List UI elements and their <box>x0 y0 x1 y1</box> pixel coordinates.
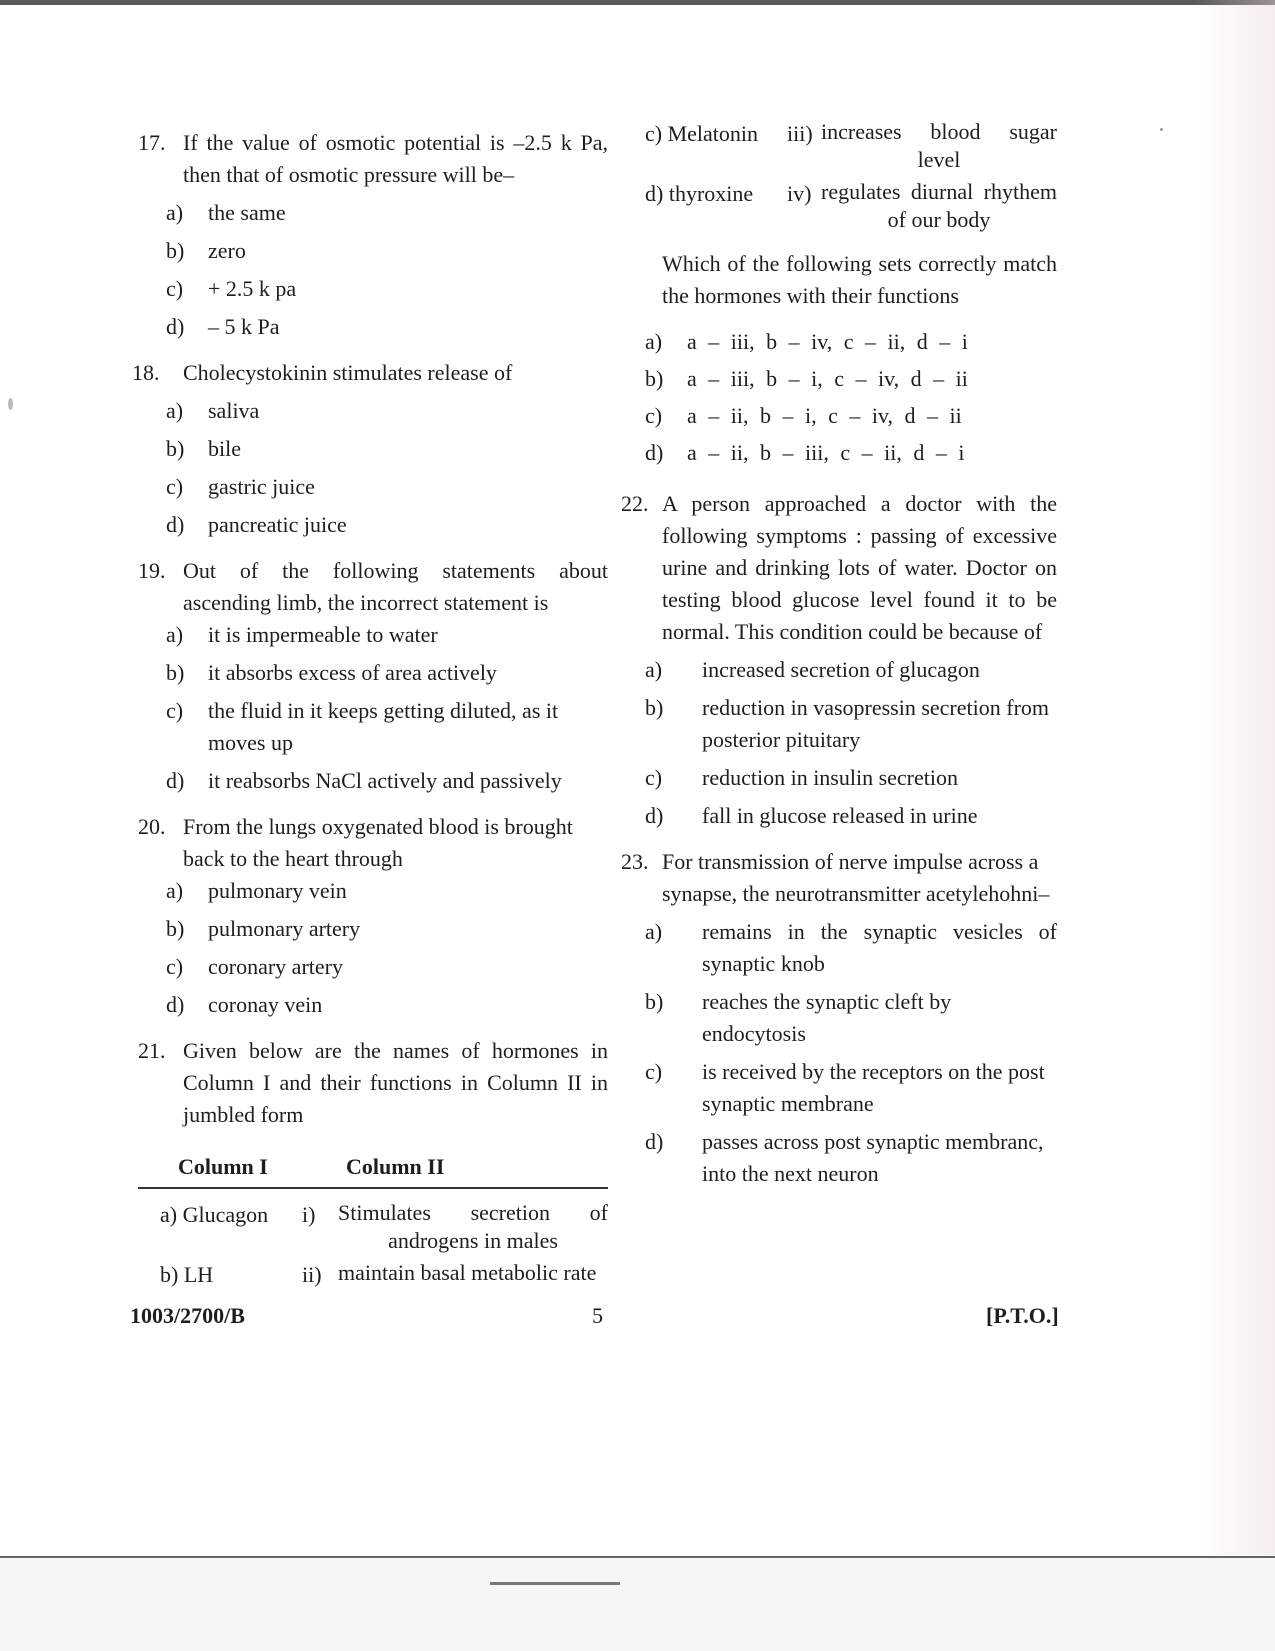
option-text: it is impermeable to water <box>208 622 438 647</box>
option[interactable] <box>138 311 608 343</box>
option-label: d) <box>166 512 185 537</box>
option[interactable] <box>645 692 1057 756</box>
option-text: saliva <box>208 398 260 423</box>
option[interactable] <box>138 875 608 907</box>
option[interactable] <box>138 765 608 797</box>
option-label: a) <box>166 398 184 423</box>
option-text: pulmonary artery <box>208 916 361 941</box>
option-text: a – ii, b – iii, c – ii, d – i <box>687 440 965 465</box>
option-text: it absorbs excess of area actively <box>208 660 497 685</box>
option-label: b) <box>166 660 185 685</box>
option-text: is received by the receptors on the post synaptic membrane <box>702 1059 1045 1116</box>
option-label: a) <box>645 329 663 354</box>
function-number: ii) <box>302 1262 322 1287</box>
column-table-header <box>138 1151 608 1189</box>
question-number: 20. <box>138 814 166 839</box>
option[interactable] <box>138 395 608 427</box>
option-text: a – iii, b – i, c – iv, d – ii <box>687 366 968 391</box>
option[interactable] <box>645 762 1057 794</box>
question-21 <box>138 1035 608 1131</box>
option-text: bile <box>208 436 241 461</box>
option-label: c) <box>166 474 184 499</box>
option-label: c) <box>166 276 184 301</box>
option-label: c) <box>645 1059 663 1084</box>
question-number: 21. <box>138 1038 166 1063</box>
answer-set[interactable] <box>645 326 1057 363</box>
option-label: d) <box>645 1129 664 1154</box>
option-text: + 2.5 k pa <box>208 276 297 301</box>
option-text: zero <box>208 238 246 263</box>
question-17 <box>138 127 608 343</box>
hormone-name: a) Glucagon <box>160 1202 269 1227</box>
option-label: b) <box>166 916 185 941</box>
option-label: a) <box>166 878 184 903</box>
option-text: coronay vein <box>208 992 323 1017</box>
table-row <box>645 178 1057 234</box>
question-stem: From the lungs oxygenated blood is brought back to the heart through <box>183 814 573 871</box>
option-label: c) <box>166 954 184 979</box>
option-text: passes across post synaptic membranc, into the next neuron <box>702 1129 1044 1186</box>
question-stem: Cholecystokinin stimulates release of <box>183 360 513 385</box>
column-2-header: Column II <box>346 1154 445 1179</box>
hormone-name: b) LH <box>160 1262 214 1287</box>
option-label: b) <box>166 238 185 263</box>
option[interactable] <box>138 951 608 983</box>
scan-bottom-mark <box>490 1582 620 1585</box>
hormone-name: c) Melatonin <box>645 121 759 146</box>
option-text: coronary artery <box>208 954 343 979</box>
question-stem: A person approached a doctor with the following symptoms : passing of excessive urine and drinking lots of water. Doctor on testing blood glucose level found it to be normal. This condition could be because of <box>662 491 1057 644</box>
scan-bleed-tint <box>1195 0 1275 1555</box>
question-21-prompt: Which of the following sets correctly match the hormones with their functions <box>662 251 1057 308</box>
option-label: b) <box>645 989 664 1014</box>
question-number: 19. <box>138 558 166 583</box>
option-label: a) <box>166 200 184 225</box>
question-stem: For transmission of nerve impulse across a synapse, the neurotransmitter acetylehohni– <box>662 849 1050 906</box>
option-label: d) <box>166 768 185 793</box>
answer-set[interactable] <box>645 437 1057 474</box>
question-23 <box>621 846 1057 1190</box>
option-text: reaches the synaptic cleft by endocytosis <box>702 989 952 1046</box>
question-number: 18. <box>132 360 160 385</box>
question-22 <box>621 488 1057 832</box>
option-label: d) <box>645 803 664 828</box>
option-label: a) <box>166 622 184 647</box>
option[interactable] <box>645 654 1057 686</box>
question-number: 23. <box>621 849 649 874</box>
option-text: remains in the synaptic vesicles of synaptic knob <box>702 919 1057 976</box>
option[interactable] <box>138 235 608 267</box>
answer-set[interactable] <box>645 400 1057 437</box>
table-row <box>645 118 1057 174</box>
option-text: pancreatic juice <box>208 512 347 537</box>
option-label: c) <box>645 403 663 428</box>
option[interactable] <box>645 1056 1057 1120</box>
option[interactable] <box>138 695 608 759</box>
option-label: b) <box>166 436 185 461</box>
function-text: regulates diurnal rhythem of our body <box>821 179 1057 232</box>
option-label: b) <box>645 366 664 391</box>
option-label: c) <box>166 698 184 723</box>
option[interactable] <box>645 1126 1057 1190</box>
question-stem: Out of the following statements about ascending limb, the incorrect statement is <box>183 558 608 615</box>
option[interactable] <box>138 619 608 651</box>
page-number: 5 <box>592 1303 603 1328</box>
paper-code: 1003/2700/B <box>130 1303 245 1328</box>
question-number: 22. <box>621 491 649 516</box>
function-text: maintain basal metabolic rate <box>338 1260 597 1285</box>
option[interactable] <box>138 509 608 541</box>
option-text: gastric juice <box>208 474 315 499</box>
question-stem: Given below are the names of hormones in Column I and their functions in Column II in jumbled form <box>183 1038 608 1127</box>
option[interactable] <box>138 657 608 689</box>
option-text: pulmonary vein <box>208 878 347 903</box>
function-text: Stimulates secretion of androgens in males <box>338 1200 608 1253</box>
option-label: d) <box>166 314 185 339</box>
option-label: c) <box>645 765 663 790</box>
option-label: a) <box>645 919 663 944</box>
scan-bottom-band <box>0 1555 1275 1651</box>
option-text: reduction in insulin secretion <box>702 765 958 790</box>
option-text: it reabsorbs NaCl actively and passively <box>208 768 562 793</box>
right-column <box>621 118 1057 1190</box>
function-number: iii) <box>787 121 813 146</box>
option[interactable] <box>138 913 608 945</box>
hormone-name: d) thyroxine <box>645 181 754 206</box>
option-text: – 5 k Pa <box>208 314 280 339</box>
option-text: a – ii, b – i, c – iv, d – ii <box>687 403 962 428</box>
option[interactable] <box>645 800 1057 832</box>
option-label: d) <box>166 992 185 1017</box>
option[interactable] <box>138 273 608 305</box>
column-1-header: Column I <box>178 1154 268 1179</box>
function-number: iv) <box>787 181 812 206</box>
scan-bottom-edge <box>0 1556 1275 1558</box>
option[interactable] <box>138 471 608 503</box>
scan-speck <box>8 398 13 410</box>
option-label: b) <box>645 695 664 720</box>
function-text: increases blood sugar level <box>821 119 1057 172</box>
question-20 <box>138 811 608 1021</box>
option[interactable] <box>138 989 608 1021</box>
option[interactable] <box>138 433 608 465</box>
option-text: increased secretion of glucagon <box>702 657 980 682</box>
option-text: reduction in vasopressin secretion from posterior pituitary <box>702 695 1050 752</box>
option[interactable] <box>645 986 1057 1050</box>
question-stem: If the value of osmotic potential is –2.5 k Pa, then that of osmotic pressure will be– <box>183 130 608 187</box>
table-row <box>138 1199 608 1255</box>
option[interactable] <box>138 197 608 229</box>
answer-set[interactable] <box>645 363 1057 400</box>
please-turn-over: [P.T.O.] <box>986 1303 1059 1328</box>
option-text: the fluid in it keeps getting diluted, as it moves up <box>208 698 559 755</box>
option-text: the same <box>208 200 286 225</box>
function-number: i) <box>302 1202 316 1227</box>
left-column <box>132 127 608 1287</box>
question-18 <box>132 357 608 541</box>
option-text: a – iii, b – iv, c – ii, d – i <box>687 329 968 354</box>
question-19 <box>138 555 608 797</box>
option[interactable] <box>645 916 1057 980</box>
option-label: a) <box>645 657 663 682</box>
table-row <box>138 1259 608 1287</box>
scan-speck <box>1160 128 1163 131</box>
question-number: 17. <box>138 130 166 155</box>
scan-top-edge <box>0 0 1275 5</box>
option-label: d) <box>645 440 664 465</box>
option-text: fall in glucose released in urine <box>702 803 978 828</box>
